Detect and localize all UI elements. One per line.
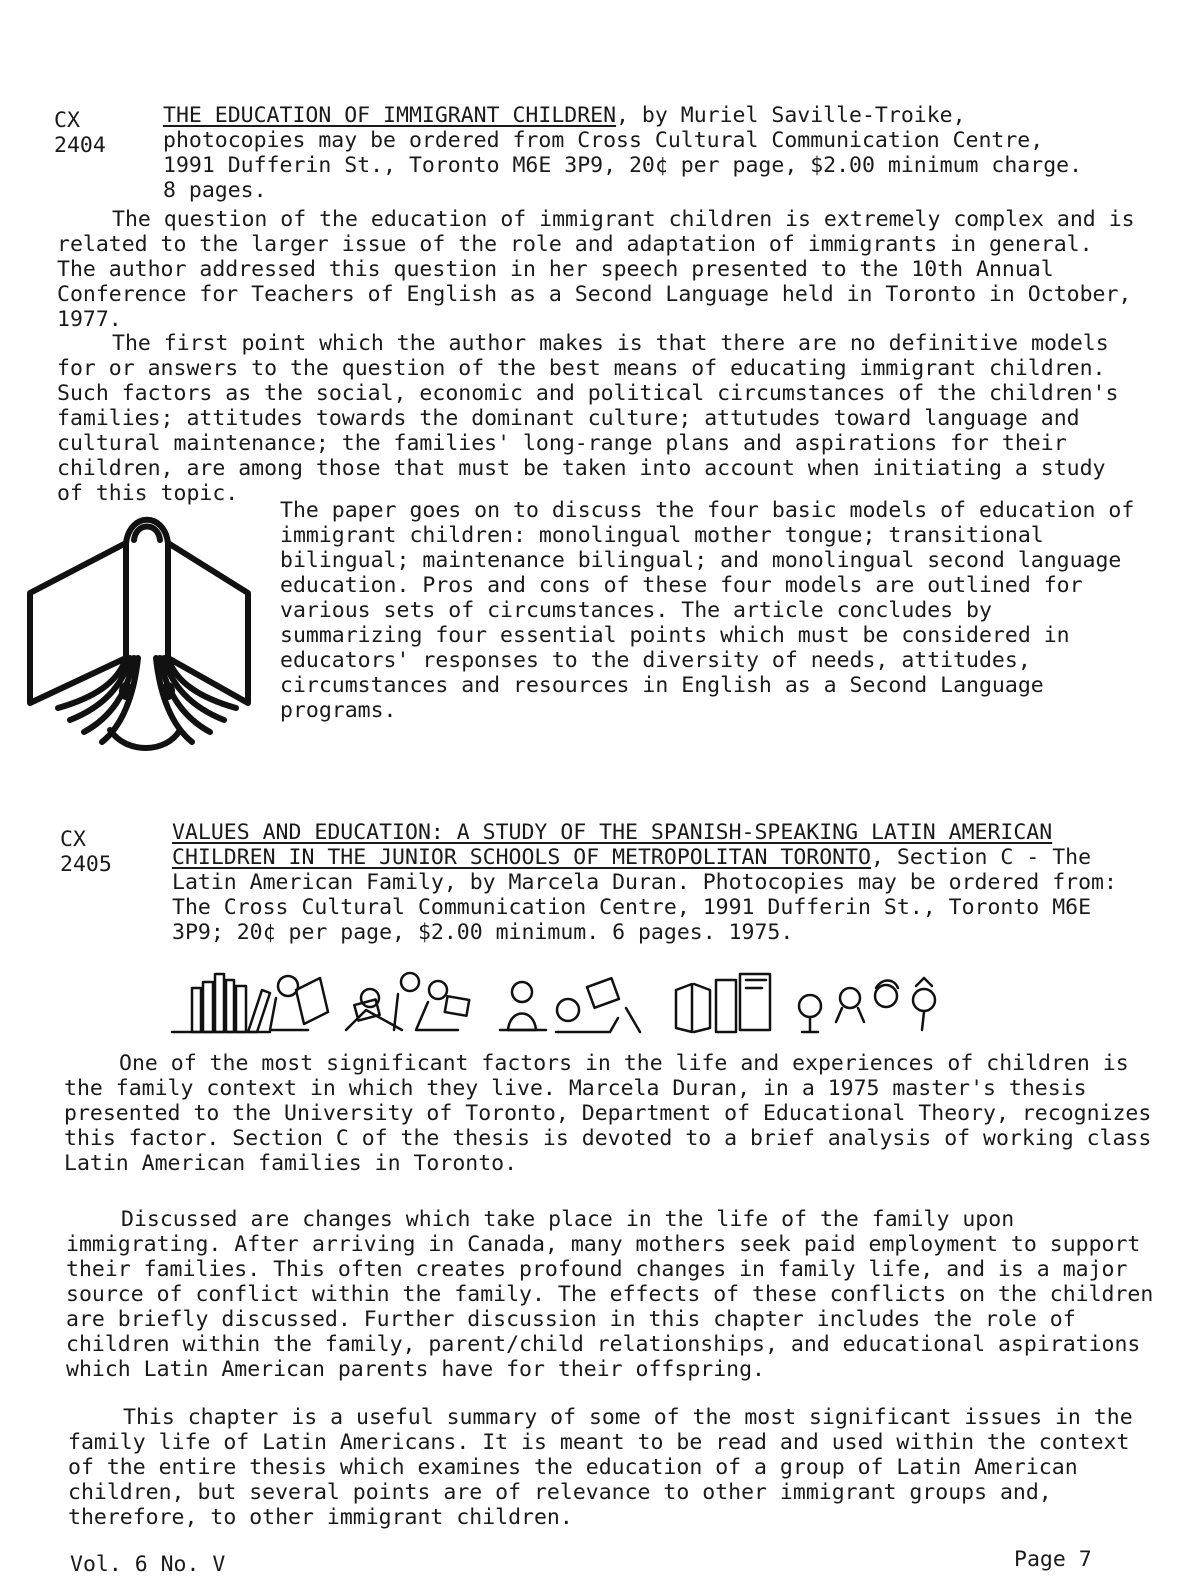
entry-code: CX 2405 xyxy=(60,827,112,877)
paragraph: The paper goes on to discuss the four basic models of education of immigrant children: monolingual mother tongue; transitional bilingual; maintenance bilingual; and monolingual second language education. Pros and cons of these four models are outlined for various sets of circumstances. The article concludes by summarizing four essential points which must be considered in educators' responses to the diversity of needs, attitudes, circumstances and resources in English as a Second Language programs. xyxy=(280,498,1135,723)
entry-code: CX 2404 xyxy=(54,108,106,158)
entry-header xyxy=(172,820,1142,945)
entry-title: VALUES AND EDUCATION: A STUDY OF THE SPANISH-SPEAKING LATIN AMERICAN CHILDREN IN THE JUNIOR SCHOOLS OF METROPOLITAN TORONTO xyxy=(172,820,1053,870)
paragraph: The first point which the author makes is that there are no definitive models for or answers to the question of the best means of educating immigrant children. Such factors as the social, economic and political circumstances of the children's families; attitudes towards the dominant culture; attutudes toward language and cultural maintenance; the families' long-range plans and aspirations for their children, are among those that must be taken into account when initiating a study of this topic. xyxy=(57,331,1119,506)
entry-citation: , Section C - The Latin American Family, by Marcela Duran. Photocopies may be ordered from: The Cross Cultural Communication Centre, 1991 Dufferin St., Toronto M6E 3P9; 20¢ per page, $2.00 minimum. 6 pages. 1975. xyxy=(172,845,1117,945)
paragraph: This chapter is a useful summary of some of the most significant issues in the family life of Latin Americans. It is meant to be read and used within the context of the entire thesis which examines the education of a group of Latin American children, but several points are of relevance to other immigrant groups and, therefore, to other immigrant children. xyxy=(68,1405,1133,1530)
entry-citation: , by Muriel Saville-Troike, photocopies may be ordered from Cross Cultural Communication Centre, 1991 Dufferin St., Toronto M6E 3P9, 20¢ per page, $2.00 minimum charge. 8 pages. xyxy=(163,103,1083,203)
book-face-illustration xyxy=(18,498,268,768)
paragraph: Discussed are changes which take place in the life of the family upon immigrating. After arriving in Canada, many mothers seek paid employment to support their families. This often creates profound changes in family life, and is a major source of conflict within the family. The effects of these conflicts on the children are briefly discussed. Further discussion in this chapter includes the role of children within the family, parent/child relationships, and educational aspirations which Latin American parents have for their offspring. xyxy=(66,1207,1154,1382)
children-reading-illustration xyxy=(170,968,950,1048)
footer-volume: Vol. 6 No. V xyxy=(70,1552,226,1577)
entry-title: THE EDUCATION OF IMMIGRANT CHILDREN xyxy=(163,103,617,128)
entry-header xyxy=(163,103,1103,203)
paragraph: The question of the education of immigrant children is extremely complex and is related to the larger issue of the role and adaptation of immigrants in general. The author addressed this question in her speech presented to the 10th Annual Conference for Teachers of English as a Second Language held in Toronto in October, 1977. xyxy=(57,207,1135,332)
paragraph: One of the most significant factors in the life and experiences of children is the family context in which they live. Marcela Duran, in a 1975 master's thesis presented to the University of Toronto, Department of Educational Theory, recognizes this factor. Section C of the thesis is devoted to a brief analysis of working class Latin American families in Toronto. xyxy=(64,1051,1152,1176)
page-number: Page 7 xyxy=(1014,1547,1092,1572)
